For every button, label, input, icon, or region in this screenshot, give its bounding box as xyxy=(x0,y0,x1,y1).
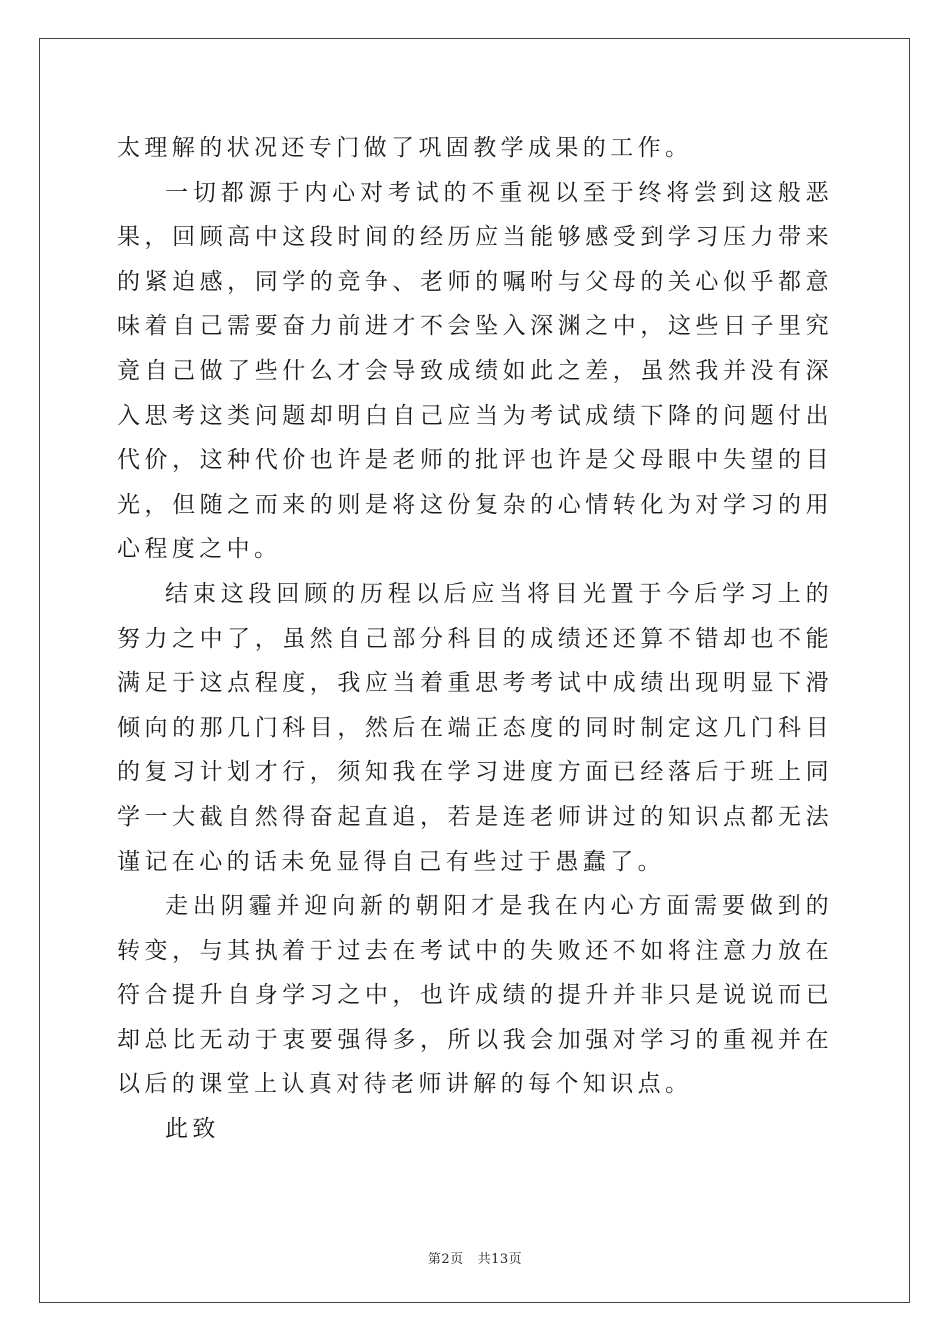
paragraph: 走出阴霾并迎向新的朝阳才是我在内心方面需要做到的转变，与其执着于过去在考试中的失败还不如将注意力放在符合提升自身学习之中，也许成绩的提升并非只是说说而已却总比无动于衷要强得多，所以我会加强对学习的重视并在以后的课堂上认真对待老师讲解的每个知识点。 xyxy=(117,893,833,1098)
paragraph: 结束这段回顾的历程以后应当将目光置于今后学习上的努力之中了，虽然自己部分科目的成绩还还算不错却也不能满足于这点程度，我应当着重思考考试中成绩出现明显下滑倾向的那几门科目，然后在端正态度的同时制定这几门科目的复习计划才行，须知我在学习进度方面已经落后于班上同学一大截自然得奋起直追，若是连老师讲过的知识点都无法谨记在心的话未免显得自己有些过于愚蠢了。 xyxy=(117,580,833,875)
total-pages: 共13页 xyxy=(477,1252,523,1267)
paragraph-closing: 此致 xyxy=(165,1116,220,1143)
page-footer xyxy=(0,1248,950,1267)
paragraph: 太理解的状况还专门做了巩固教学成果的工作。 xyxy=(117,135,693,161)
footer-spacer xyxy=(464,1252,478,1267)
document-body xyxy=(117,126,833,1152)
paragraph: 一切都源于内心对考试的不重视以至于终将尝到这般恶果，回顾高中这段时间的经历应当能够感受到学习压力带来的紧迫感，同学的竞争、老师的嘱咐与父母的关心似乎都意味着自己需要奋力前进才不会坠入深渊之中，这些日子里究竟自己做了些什么才会导致成绩如此之差，虽然我并没有深入思考这类问题却明白自己应当为考试成绩下降的问题付出代价，这种代价也许是老师的批评也许是父母眼中失望的目光，但随之而来的则是将这份复杂的心情转化为对学习的用心程度之中。 xyxy=(117,179,833,563)
page-number: 第2页 xyxy=(427,1252,464,1267)
